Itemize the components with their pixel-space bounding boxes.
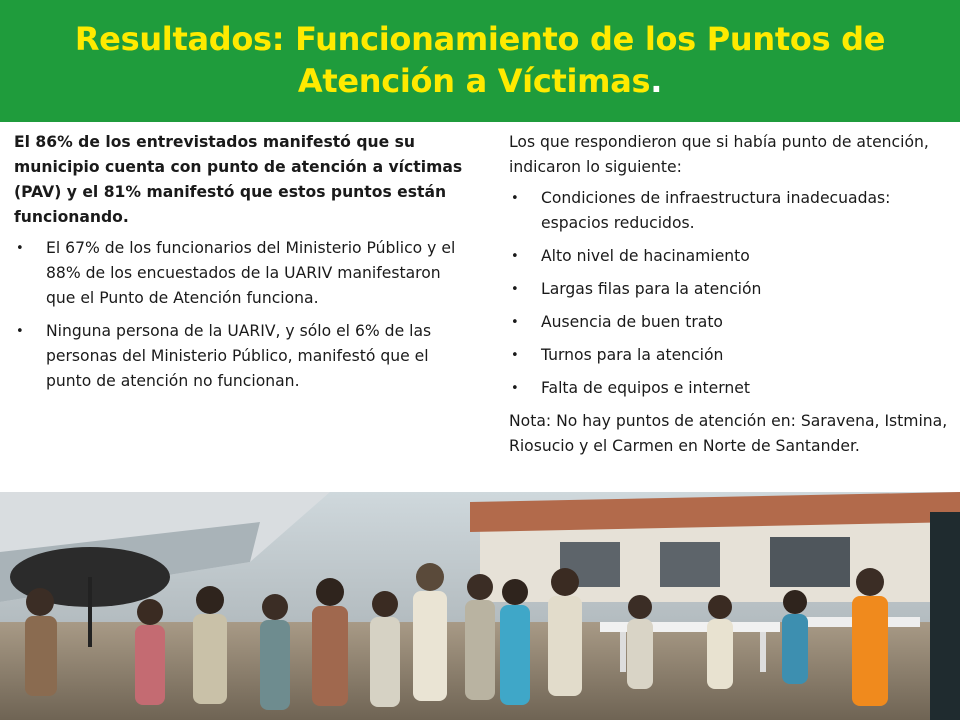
left-column <box>14 130 474 402</box>
title-banner <box>0 0 960 122</box>
right-bullet-item <box>509 343 949 368</box>
right-column <box>509 130 949 459</box>
left-bullet-list <box>14 236 474 394</box>
title-period: . <box>650 62 663 100</box>
bullet-icon: • <box>16 324 24 339</box>
page-title-line-2 <box>298 61 662 103</box>
right-bullet-text: Alto nivel de hacinamiento <box>541 247 750 265</box>
crowd-photo-illustration <box>0 492 960 720</box>
bullet-icon: • <box>511 282 519 297</box>
bullet-icon: • <box>511 315 519 330</box>
right-bullet-text: Turnos para la atención <box>541 346 724 364</box>
left-bullet-text: El 67% de los funcionarios del Ministerio Público y el 88% de los encuestados de la UARIV manifestaron que el Punto de Atención funciona. <box>46 239 456 307</box>
bullet-icon: • <box>511 249 519 264</box>
left-intro-paragraph: El 86% de los entrevistados manifestó que su municipio cuenta con punto de atención a víctimas (PAV) y el 81% manifestó que estos puntos están funcionando. <box>14 133 463 226</box>
left-bullet-item <box>14 236 474 311</box>
right-bullet-text: Condiciones de infraestructura inadecuadas: espacios reducidos. <box>541 189 891 232</box>
right-bullet-text: Largas filas para la atención <box>541 280 762 298</box>
bullet-icon: • <box>511 191 519 206</box>
page-title-line-1: Resultados: Funcionamiento de los Puntos de <box>74 20 886 59</box>
right-bullet-item <box>509 244 949 269</box>
left-bullet-item <box>14 319 474 394</box>
right-bullet-item <box>509 277 949 302</box>
right-bullet-text: Ausencia de buen trato <box>541 313 723 331</box>
right-intro-paragraph: Los que respondieron que si había punto de atención, indicaron lo siguiente: <box>509 133 929 176</box>
bullet-icon: • <box>511 381 519 396</box>
crowd-photo <box>0 492 960 720</box>
right-bullet-item <box>509 376 949 401</box>
bullet-icon: • <box>16 241 24 256</box>
right-bullet-text: Falta de equipos e internet <box>541 379 750 397</box>
page-title-line-2-text: Atención a Víctimas <box>297 62 651 100</box>
right-bullet-item <box>509 186 949 236</box>
right-bullet-list <box>509 186 949 401</box>
note-paragraph: Nota: No hay puntos de atención en: Saravena, Istmina, Riosucio y el Carmen en Norte de Santander. <box>509 412 948 455</box>
bullet-icon: • <box>511 348 519 363</box>
left-bullet-text: Ninguna persona de la UARIV, y sólo el 6% de las personas del Ministerio Público, manifestó que el punto de atención no funcionan. <box>46 322 432 390</box>
right-bullet-item <box>509 310 949 335</box>
